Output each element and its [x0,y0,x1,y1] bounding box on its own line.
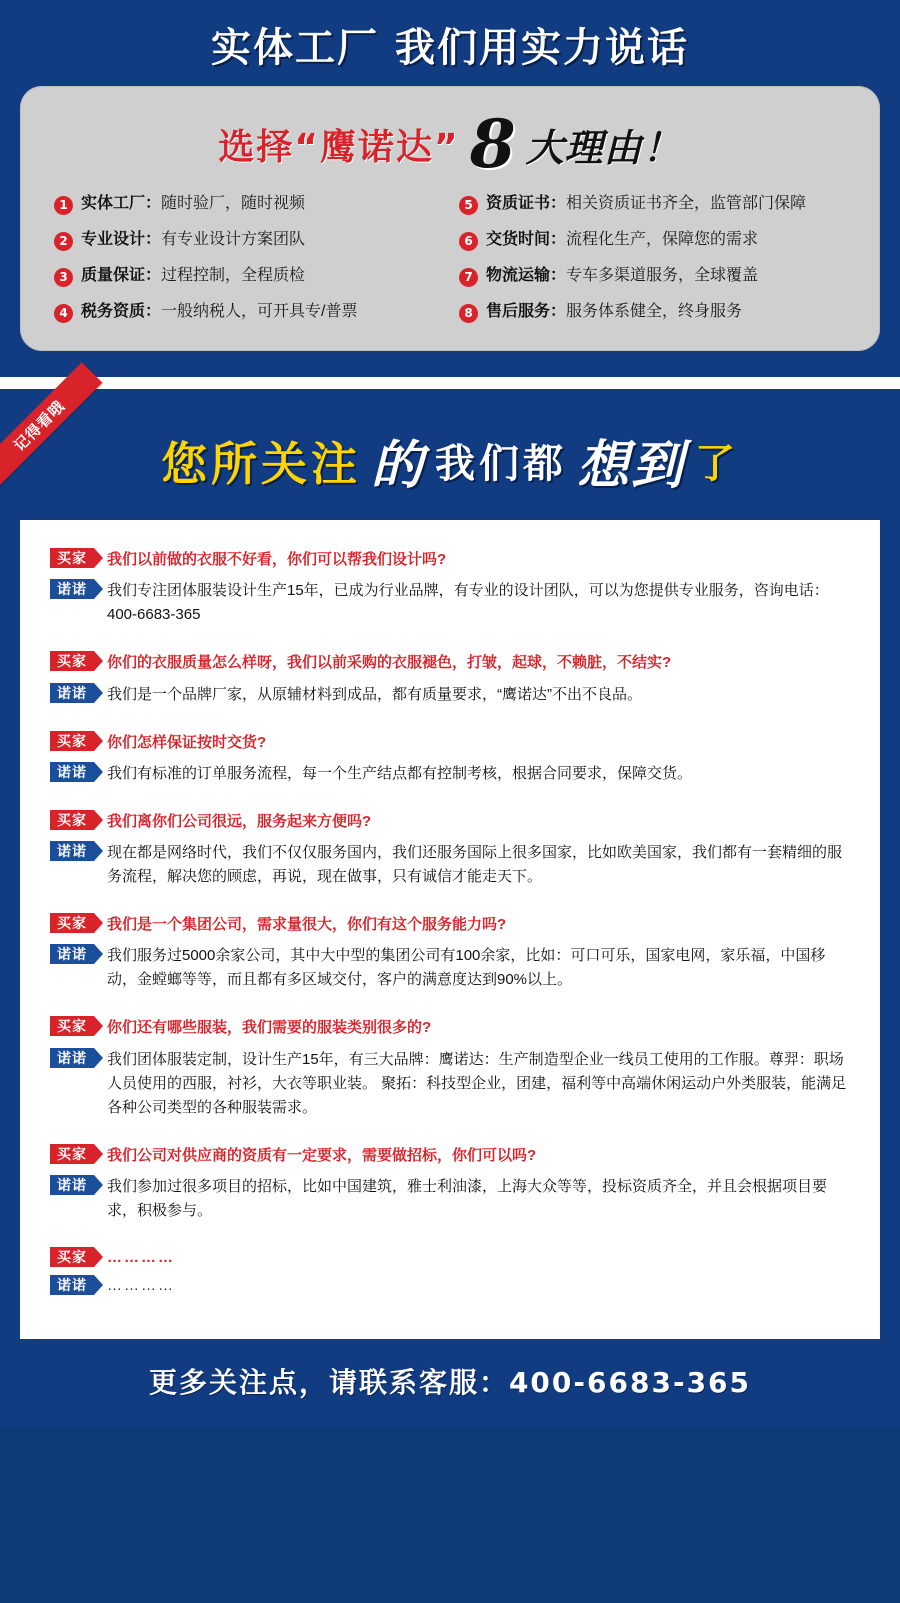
qa-block [50,1014,850,1119]
question-text: 你们的衣服质量怎么样呀，我们以前采购的衣服褪色，打皱，起球，不赖脏，不结实? [107,654,672,672]
buyer-tag: 买家 [50,913,94,933]
section-divider [0,377,900,389]
faq-heading-part2: 的 [370,436,425,497]
reason-number-badge: 4 [54,304,73,323]
qa-answer-row [50,1046,850,1120]
answer-placeholder-dots: ………… [107,1276,175,1294]
seller-tag: 诺诺 [50,683,94,703]
reason-text: 相关资质证书齐全，监管部门保障 [566,195,807,213]
heading-red-text: 选择“鹰诺达” [218,126,460,168]
reason-number-badge: 1 [54,196,73,215]
qa-block [50,911,850,992]
answer-text: 我们团体服装定制，设计生产15年，有三大品牌：鹰诺达：生产制造型企业一线员工使用的工作服。尊羿：职场人员使用的西服，衬衫，大衣等职业装。 聚拓：科技型企业，团建，福利等中高端休闲运动户外类服装，能满足各种公司类型的各种服装需求。 [107,1050,847,1116]
buyer-tag: 买家 [50,1247,94,1267]
qa-question-row [50,729,850,754]
footer-bar [0,1339,900,1427]
reason-label: 专业设计： [81,231,162,249]
faq-heading-part1: 您所关注 [160,436,361,491]
qa-block [50,1142,850,1223]
buyer-tag: 买家 [50,1016,94,1036]
reason-item [459,266,846,287]
faq-heading-part5: 了 [695,441,740,488]
reason-label: 实体工厂： [81,195,162,213]
reason-number-badge: 5 [459,196,478,215]
seller-tag: 诺诺 [50,841,94,861]
reason-number-badge: 8 [459,304,478,323]
reason-item [459,302,846,323]
corner-ribbon-label: 记得看哦 [0,362,102,489]
qa-question-row [50,1245,850,1267]
reason-label: 资质证书： [486,195,567,213]
question-text: 我们公司对供应商的资质有一定要求，需要做招标，你们可以吗? [107,1146,537,1164]
reason-text: 有专业设计方案团队 [161,231,306,249]
faq-heading [20,405,880,520]
answer-text: 我们是一个品牌厂家，从原辅材料到成品，都有质量要求，“鹰诺达”不出不良品。 [107,685,642,703]
qa-block [50,808,850,889]
buyer-tag: 买家 [50,651,94,671]
reasons-section [0,0,900,377]
question-text: 你们怎样保证按时交货? [107,733,267,751]
question-text: 我们以前做的衣服不好看，你们可以帮我们设计吗? [107,551,447,569]
buyer-tag: 买家 [50,1144,94,1164]
banner-title: 实体工厂 我们用实力说话 [211,25,689,71]
qa-answer-row [50,760,850,786]
reason-item [459,230,846,251]
qa-answer-row [50,681,850,707]
seller-tag: 诺诺 [50,944,94,964]
reason-text: 过程控制，全程质检 [161,267,306,285]
question-text: 你们还有哪些服装，我们需要的服装类别很多的? [107,1019,432,1037]
seller-tag: 诺诺 [50,762,94,782]
heading-black-text: 大理由！ [525,125,682,170]
qa-block [50,1245,850,1295]
qa-question-row [50,546,850,571]
reason-item [54,194,441,215]
reason-item [54,230,441,251]
faq-heading-part3: 我们都 [435,441,567,488]
qa-question-row [50,649,850,674]
seller-tag: 诺诺 [50,1275,94,1295]
reason-number-badge: 6 [459,232,478,251]
reasons-grid [54,194,846,323]
qa-answer-row [50,942,850,992]
answer-text: 我们服务过5000余家公司，其中大中型的集团公司有100余家，比如：可口可乐，国家电网，家乐福，中国移动，金螳螂等等，而且都有多区域交付，客户的满意度达到90%以上。 [107,947,826,989]
qa-answer-row [50,1173,850,1223]
reason-text: 流程化生产，保障您的需求 [566,231,759,249]
answer-text: 我们专注团体服装设计生产15年，已成为行业品牌，有专业的设计团队，可以为您提供专业服务，咨询电话：400-6683-365 [107,582,829,624]
question-text: 我们离你们公司很远，服务起来方便吗? [107,812,372,830]
reason-number-badge: 2 [54,232,73,251]
answer-text: 现在都是网络时代，我们不仅仅服务国内，我们还服务国际上很多国家，比如欧美国家，我们都有一套精细的服务流程，解决您的顾虑，再说，现在做事，只有诚信才能走天下。 [107,844,843,886]
qa-block [50,729,850,786]
reasons-heading [54,105,846,194]
qa-answer-row [50,577,850,627]
buyer-tag: 买家 [50,810,94,830]
reason-label: 税务资质： [81,303,162,321]
qa-answer-row [50,839,850,889]
question-placeholder-dots: ………… [107,1248,175,1266]
qa-question-row [50,911,850,936]
reason-number-badge: 7 [459,268,478,287]
reason-label: 质量保证： [81,267,162,285]
seller-tag: 诺诺 [50,579,94,599]
buyer-tag: 买家 [50,548,94,568]
answer-text: 我们有标准的订单服务流程，每一个生产结点都有控制考核，根据合同要求，保障交货。 [107,764,693,782]
qa-card [20,520,880,1339]
qa-block [50,546,850,627]
reason-item [54,302,441,323]
qa-question-row [50,808,850,833]
qa-question-row [50,1142,850,1167]
seller-tag: 诺诺 [50,1175,94,1195]
reason-item [459,194,846,215]
qa-block [50,649,850,706]
faq-heading-part4: 想到 [577,436,686,497]
reason-number-badge: 3 [54,268,73,287]
reason-text: 随时验厂，随时视频 [161,195,306,213]
buyer-tag: 买家 [50,731,94,751]
faq-section [0,389,900,1339]
seller-tag: 诺诺 [50,1048,94,1068]
footer-contact-text: 更多关注点，请联系客服：400-6683-365 [148,1365,752,1399]
reason-label: 售后服务： [486,303,567,321]
reason-text: 专车多渠道服务，全球覆盖 [566,267,759,285]
reason-item [54,266,441,287]
question-text: 我们是一个集团公司，需求量很大，你们有这个服务能力吗? [107,916,507,934]
reason-label: 物流运输： [486,267,567,285]
reasons-card [20,86,880,351]
reason-label: 交货时间： [486,231,567,249]
heading-number: 8 [469,105,516,183]
qa-answer-row [50,1273,850,1295]
reason-text: 一般纳税人，可开具专/普票 [161,303,358,321]
reason-text: 服务体系健全，终身服务 [566,303,743,321]
qa-question-row [50,1014,850,1039]
answer-text: 我们参加过很多项目的招标，比如中国建筑，雅士利油漆，上海大众等等，投标资质齐全，并且会根据项目要求，积极参与。 [107,1177,828,1219]
